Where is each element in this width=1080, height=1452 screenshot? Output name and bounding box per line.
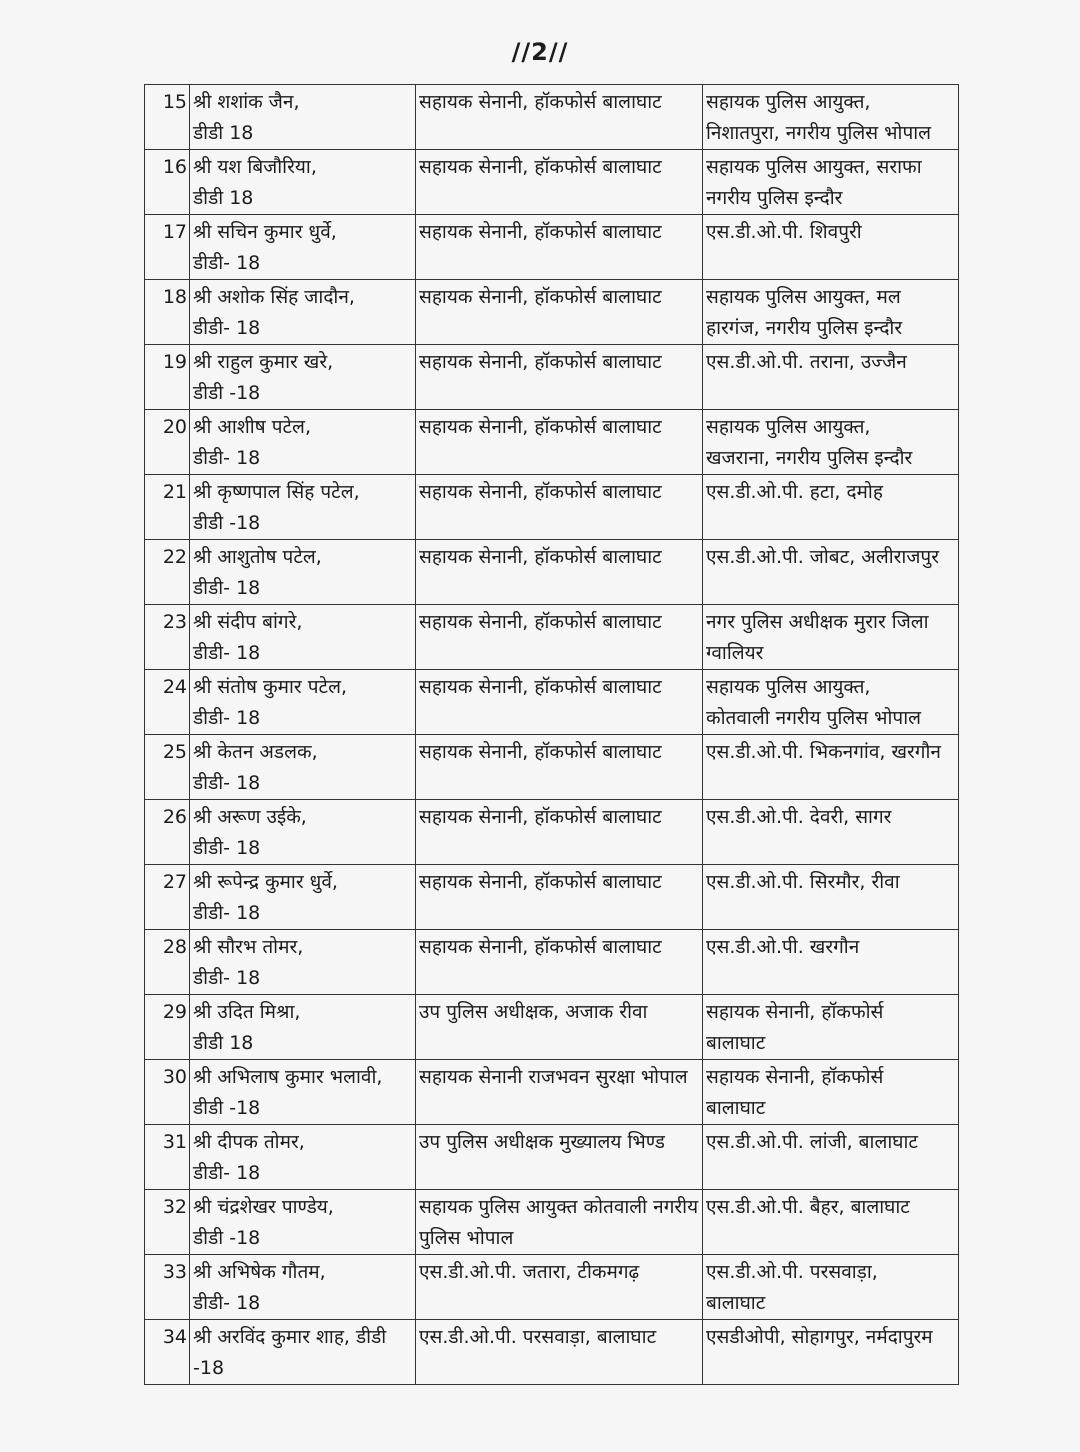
serial-number: 29 bbox=[162, 1001, 187, 1023]
officer-batch: डीडी- 18 bbox=[193, 967, 261, 989]
current-posting-cell bbox=[416, 410, 703, 475]
officer-name: श्री रूपेन्द्र कुमार धुर्वे, bbox=[193, 871, 338, 893]
officer-batch: डीडी -18 bbox=[193, 1097, 261, 1119]
serial-number-cell bbox=[145, 865, 190, 930]
officer-name: श्री अभिलाष कुमार भलावी, bbox=[193, 1066, 383, 1088]
serial-number: 27 bbox=[162, 871, 187, 893]
new-posting-cell bbox=[703, 1255, 959, 1320]
current-posting-cell bbox=[416, 995, 703, 1060]
table-row bbox=[145, 540, 959, 605]
table-row bbox=[145, 930, 959, 995]
officer-name: श्री अभिषेक गौतम, bbox=[193, 1261, 326, 1283]
new-posting-line-2: बालाघाट bbox=[706, 1292, 766, 1314]
new-posting-line-1: एस.डी.ओ.पी. तराना, उज्जैन bbox=[706, 351, 907, 373]
officer-name: श्री अरूण उईके, bbox=[193, 806, 307, 828]
officer-cell bbox=[190, 215, 416, 280]
new-posting-cell bbox=[703, 540, 959, 605]
table-row bbox=[145, 150, 959, 215]
current-posting-cell bbox=[416, 1190, 703, 1255]
officer-cell bbox=[190, 150, 416, 215]
serial-number: 31 bbox=[162, 1131, 187, 1153]
serial-number: 23 bbox=[162, 611, 187, 633]
new-posting-line-2: नगरीय पुलिस इन्दौर bbox=[706, 187, 843, 209]
new-posting-line-1: सहायक पुलिस आयुक्त, bbox=[706, 416, 871, 438]
serial-number: 32 bbox=[162, 1196, 187, 1218]
new-posting-line-2: ग्वालियर bbox=[706, 642, 764, 664]
officer-batch: डीडी- 18 bbox=[193, 252, 261, 274]
table-row bbox=[145, 1125, 959, 1190]
serial-number-cell bbox=[145, 605, 190, 670]
current-posting-cell bbox=[416, 1320, 703, 1385]
current-posting-cell bbox=[416, 85, 703, 150]
table-row bbox=[145, 1060, 959, 1125]
serial-number-cell bbox=[145, 150, 190, 215]
new-posting-cell bbox=[703, 1125, 959, 1190]
new-posting-cell bbox=[703, 1320, 959, 1385]
officer-batch: डीडी- 18 bbox=[193, 642, 261, 664]
current-posting: एस.डी.ओ.पी. परसवाड़ा, बालाघाट bbox=[419, 1326, 657, 1348]
current-posting-cell bbox=[416, 800, 703, 865]
serial-number: 33 bbox=[162, 1261, 187, 1283]
current-posting: उप पुलिस अधीक्षक, अजाक रीवा bbox=[419, 1001, 648, 1023]
current-posting: सहायक सेनानी, हॉकफोर्स बालाघाट bbox=[419, 676, 662, 698]
serial-number: 21 bbox=[162, 481, 187, 503]
new-posting-line-1: सहायक सेनानी, हॉकफोर्स bbox=[706, 1066, 884, 1088]
serial-number-cell bbox=[145, 1060, 190, 1125]
current-posting: सहायक सेनानी, हॉकफोर्स बालाघाट bbox=[419, 156, 662, 178]
table-row bbox=[145, 865, 959, 930]
new-posting-cell bbox=[703, 605, 959, 670]
new-posting-cell bbox=[703, 345, 959, 410]
officer-name: श्री केतन अडलक, bbox=[193, 741, 318, 763]
officer-batch: डीडी 18 bbox=[193, 122, 254, 144]
new-posting-cell bbox=[703, 995, 959, 1060]
new-posting-line-1: एस.डी.ओ.पी. भिकनगांव, खरगौन bbox=[706, 741, 941, 763]
current-posting-cell bbox=[416, 345, 703, 410]
table-row bbox=[145, 1190, 959, 1255]
new-posting-cell bbox=[703, 85, 959, 150]
current-posting: सहायक सेनानी, हॉकफोर्स बालाघाट bbox=[419, 611, 662, 633]
table-row bbox=[145, 800, 959, 865]
officer-name: श्री राहुल कुमार खरे, bbox=[193, 351, 334, 373]
table-row bbox=[145, 995, 959, 1060]
table-row bbox=[145, 1320, 959, 1385]
officer-name: श्री चंद्रशेखर पाण्डेय, bbox=[193, 1196, 334, 1218]
serial-number-cell bbox=[145, 1190, 190, 1255]
serial-number-cell bbox=[145, 280, 190, 345]
officer-name: श्री आशुतोष पटेल, bbox=[193, 546, 322, 568]
serial-number: 16 bbox=[162, 156, 187, 178]
new-posting-cell bbox=[703, 1060, 959, 1125]
table-row bbox=[145, 410, 959, 475]
officer-batch: डीडी- 18 bbox=[193, 1162, 261, 1184]
new-posting-line-1: एस.डी.ओ.पी. देवरी, सागर bbox=[706, 806, 892, 828]
new-posting-line-2: बालाघाट bbox=[706, 1097, 766, 1119]
serial-number: 17 bbox=[162, 221, 187, 243]
officer-batch: -18 bbox=[193, 1357, 225, 1379]
table-row bbox=[145, 345, 959, 410]
officer-cell bbox=[190, 865, 416, 930]
serial-number: 34 bbox=[162, 1326, 187, 1348]
current-posting-cell bbox=[416, 215, 703, 280]
new-posting-line-1: सहायक पुलिस आयुक्त, मल bbox=[706, 286, 901, 308]
officer-cell bbox=[190, 85, 416, 150]
serial-number-cell bbox=[145, 735, 190, 800]
new-posting-line-1: एस.डी.ओ.पी. परसवाड़ा, bbox=[706, 1261, 878, 1283]
officer-cell bbox=[190, 1125, 416, 1190]
officer-name: श्री अरविंद कुमार शाह, डीडी bbox=[193, 1326, 387, 1348]
new-posting-line-2: खजराना, नगरीय पुलिस इन्दौर bbox=[706, 447, 913, 469]
officer-batch: डीडी- 18 bbox=[193, 577, 261, 599]
serial-number-cell bbox=[145, 540, 190, 605]
serial-number-cell bbox=[145, 1255, 190, 1320]
serial-number: 18 bbox=[162, 286, 187, 308]
officer-batch: डीडी- 18 bbox=[193, 1292, 261, 1314]
current-posting-cell bbox=[416, 605, 703, 670]
new-posting-cell bbox=[703, 475, 959, 540]
officer-name: श्री कृष्णपाल सिंह पटेल, bbox=[193, 481, 360, 503]
officer-name: श्री आशीष पटेल, bbox=[193, 416, 311, 438]
new-posting-line-1: एस.डी.ओ.पी. बैहर, बालाघाट bbox=[706, 1196, 910, 1218]
current-posting: सहायक सेनानी, हॉकफोर्स बालाघाट bbox=[419, 351, 662, 373]
officer-name: श्री संतोष कुमार पटेल, bbox=[193, 676, 348, 698]
officer-name: श्री संदीप बांगरे, bbox=[193, 611, 303, 633]
officer-batch: डीडी -18 bbox=[193, 382, 261, 404]
officer-name: श्री सौरभ तोमर, bbox=[193, 936, 304, 958]
page-number: //2// bbox=[511, 38, 569, 66]
new-posting-cell bbox=[703, 150, 959, 215]
new-posting-line-2: हारगंज, नगरीय पुलिस इन्दौर bbox=[706, 317, 903, 339]
officer-name: श्री यश बिजौरिया, bbox=[193, 156, 317, 178]
new-posting-line-1: सहायक सेनानी, हॉकफोर्स bbox=[706, 1001, 884, 1023]
new-posting-cell bbox=[703, 215, 959, 280]
current-posting-cell bbox=[416, 1060, 703, 1125]
officer-cell bbox=[190, 1060, 416, 1125]
table-row bbox=[145, 85, 959, 150]
current-posting: सहायक सेनानी, हॉकफोर्स बालाघाट bbox=[419, 481, 662, 503]
new-posting-cell bbox=[703, 410, 959, 475]
officer-cell bbox=[190, 475, 416, 540]
current-posting: सहायक सेनानी राजभवन सुरक्षा भोपाल bbox=[419, 1066, 688, 1088]
serial-number-cell bbox=[145, 670, 190, 735]
new-posting-line-1: एस.डी.ओ.पी. लांजी, बालाघाट bbox=[706, 1131, 918, 1153]
officer-name: श्री दीपक तोमर, bbox=[193, 1131, 305, 1153]
new-posting-cell bbox=[703, 865, 959, 930]
current-posting-cell bbox=[416, 540, 703, 605]
current-posting: सहायक पुलिस आयुक्त कोतवाली नगरीय पुलिस भोपाल bbox=[419, 1196, 699, 1249]
officer-cell bbox=[190, 735, 416, 800]
current-posting: सहायक सेनानी, हॉकफोर्स बालाघाट bbox=[419, 416, 662, 438]
officer-cell bbox=[190, 1255, 416, 1320]
current-posting-cell bbox=[416, 735, 703, 800]
officer-cell bbox=[190, 1190, 416, 1255]
new-posting-line-1: एस.डी.ओ.पी. शिवपुरी bbox=[706, 221, 862, 243]
new-posting-line-2: बालाघाट bbox=[706, 1032, 766, 1054]
officer-name: श्री सचिन कुमार धुर्वे, bbox=[193, 221, 337, 243]
serial-number: 28 bbox=[162, 936, 187, 958]
serial-number-cell bbox=[145, 1320, 190, 1385]
officer-batch: डीडी- 18 bbox=[193, 902, 261, 924]
current-posting: एस.डी.ओ.पी. जतारा, टीकमगढ़ bbox=[419, 1261, 640, 1283]
new-posting-line-2: निशातपुरा, नगरीय पुलिस भोपाल bbox=[706, 122, 932, 144]
new-posting-line-1: एस.डी.ओ.पी. खरगौन bbox=[706, 936, 860, 958]
table-row bbox=[145, 670, 959, 735]
serial-number: 25 bbox=[162, 741, 187, 763]
officer-name: श्री शशांक जैन, bbox=[193, 91, 300, 113]
table-row bbox=[145, 475, 959, 540]
officer-batch: डीडी 18 bbox=[193, 1032, 254, 1054]
transfer-table bbox=[144, 84, 959, 1385]
serial-number: 15 bbox=[162, 91, 187, 113]
serial-number-cell bbox=[145, 410, 190, 475]
current-posting: सहायक सेनानी, हॉकफोर्स बालाघाट bbox=[419, 741, 662, 763]
officer-batch: डीडी -18 bbox=[193, 1227, 261, 1249]
officer-batch: डीडी- 18 bbox=[193, 837, 261, 859]
new-posting-cell bbox=[703, 930, 959, 995]
current-posting-cell bbox=[416, 1125, 703, 1190]
officer-batch: डीडी- 18 bbox=[193, 707, 261, 729]
officer-cell bbox=[190, 1320, 416, 1385]
officer-cell bbox=[190, 800, 416, 865]
officer-cell bbox=[190, 280, 416, 345]
current-posting: सहायक सेनानी, हॉकफोर्स बालाघाट bbox=[419, 286, 662, 308]
current-posting: सहायक सेनानी, हॉकफोर्स बालाघाट bbox=[419, 91, 662, 113]
serial-number-cell bbox=[145, 345, 190, 410]
current-posting-cell bbox=[416, 930, 703, 995]
current-posting: उप पुलिस अधीक्षक मुख्यालय भिण्ड bbox=[419, 1131, 665, 1153]
serial-number: 30 bbox=[162, 1066, 187, 1088]
current-posting-cell bbox=[416, 475, 703, 540]
serial-number-cell bbox=[145, 85, 190, 150]
serial-number-cell bbox=[145, 475, 190, 540]
serial-number: 24 bbox=[162, 676, 187, 698]
current-posting: सहायक सेनानी, हॉकफोर्स बालाघाट bbox=[419, 546, 662, 568]
serial-number: 19 bbox=[162, 351, 187, 373]
new-posting-cell bbox=[703, 735, 959, 800]
officer-cell bbox=[190, 605, 416, 670]
officer-batch: डीडी- 18 bbox=[193, 447, 261, 469]
serial-number-cell bbox=[145, 1125, 190, 1190]
officer-batch: डीडी- 18 bbox=[193, 772, 261, 794]
officer-cell bbox=[190, 540, 416, 605]
current-posting-cell bbox=[416, 1255, 703, 1320]
officer-cell bbox=[190, 995, 416, 1060]
new-posting-line-1: सहायक पुलिस आयुक्त, bbox=[706, 91, 871, 113]
table-row bbox=[145, 735, 959, 800]
serial-number-cell bbox=[145, 930, 190, 995]
officer-name: श्री अशोक सिंह जादौन, bbox=[193, 286, 355, 308]
new-posting-cell bbox=[703, 800, 959, 865]
serial-number: 22 bbox=[162, 546, 187, 568]
current-posting: सहायक सेनानी, हॉकफोर्स बालाघाट bbox=[419, 221, 662, 243]
officer-name: श्री उदित मिश्रा, bbox=[193, 1001, 301, 1023]
officer-cell bbox=[190, 930, 416, 995]
new-posting-line-1: सहायक पुलिस आयुक्त, bbox=[706, 676, 871, 698]
current-posting-cell bbox=[416, 280, 703, 345]
current-posting-cell bbox=[416, 865, 703, 930]
table-row bbox=[145, 1255, 959, 1320]
new-posting-line-1: एस.डी.ओ.पी. जोबट, अलीराजपुर bbox=[706, 546, 939, 568]
new-posting-line-1: एस.डी.ओ.पी. हटा, दमोह bbox=[706, 481, 883, 503]
serial-number: 26 bbox=[162, 806, 187, 828]
officer-cell bbox=[190, 410, 416, 475]
serial-number: 20 bbox=[162, 416, 187, 438]
officer-batch: डीडी -18 bbox=[193, 512, 261, 534]
table-row bbox=[145, 280, 959, 345]
new-posting-cell bbox=[703, 670, 959, 735]
new-posting-line-1: सहायक पुलिस आयुक्त, सराफा bbox=[706, 156, 922, 178]
transfer-table-body bbox=[145, 85, 959, 1385]
new-posting-line-1: एस.डी.ओ.पी. सिरमौर, रीवा bbox=[706, 871, 900, 893]
current-posting-cell bbox=[416, 150, 703, 215]
new-posting-cell bbox=[703, 280, 959, 345]
serial-number-cell bbox=[145, 800, 190, 865]
officer-batch: डीडी 18 bbox=[193, 187, 254, 209]
current-posting: सहायक सेनानी, हॉकफोर्स बालाघाट bbox=[419, 871, 662, 893]
new-posting-line-1: एसडीओपी, सोहागपुर, नर्मदापुरम bbox=[706, 1326, 933, 1348]
current-posting: सहायक सेनानी, हॉकफोर्स बालाघाट bbox=[419, 936, 662, 958]
officer-cell bbox=[190, 345, 416, 410]
new-posting-line-1: नगर पुलिस अधीक्षक मुरार जिला bbox=[706, 611, 929, 633]
table-row bbox=[145, 605, 959, 670]
serial-number-cell bbox=[145, 995, 190, 1060]
officer-cell bbox=[190, 670, 416, 735]
serial-number-cell bbox=[145, 215, 190, 280]
officer-batch: डीडी- 18 bbox=[193, 317, 261, 339]
current-posting-cell bbox=[416, 670, 703, 735]
current-posting: सहायक सेनानी, हॉकफोर्स बालाघाट bbox=[419, 806, 662, 828]
new-posting-line-2: कोतवाली नगरीय पुलिस भोपाल bbox=[706, 707, 922, 729]
new-posting-cell bbox=[703, 1190, 959, 1255]
table-row bbox=[145, 215, 959, 280]
